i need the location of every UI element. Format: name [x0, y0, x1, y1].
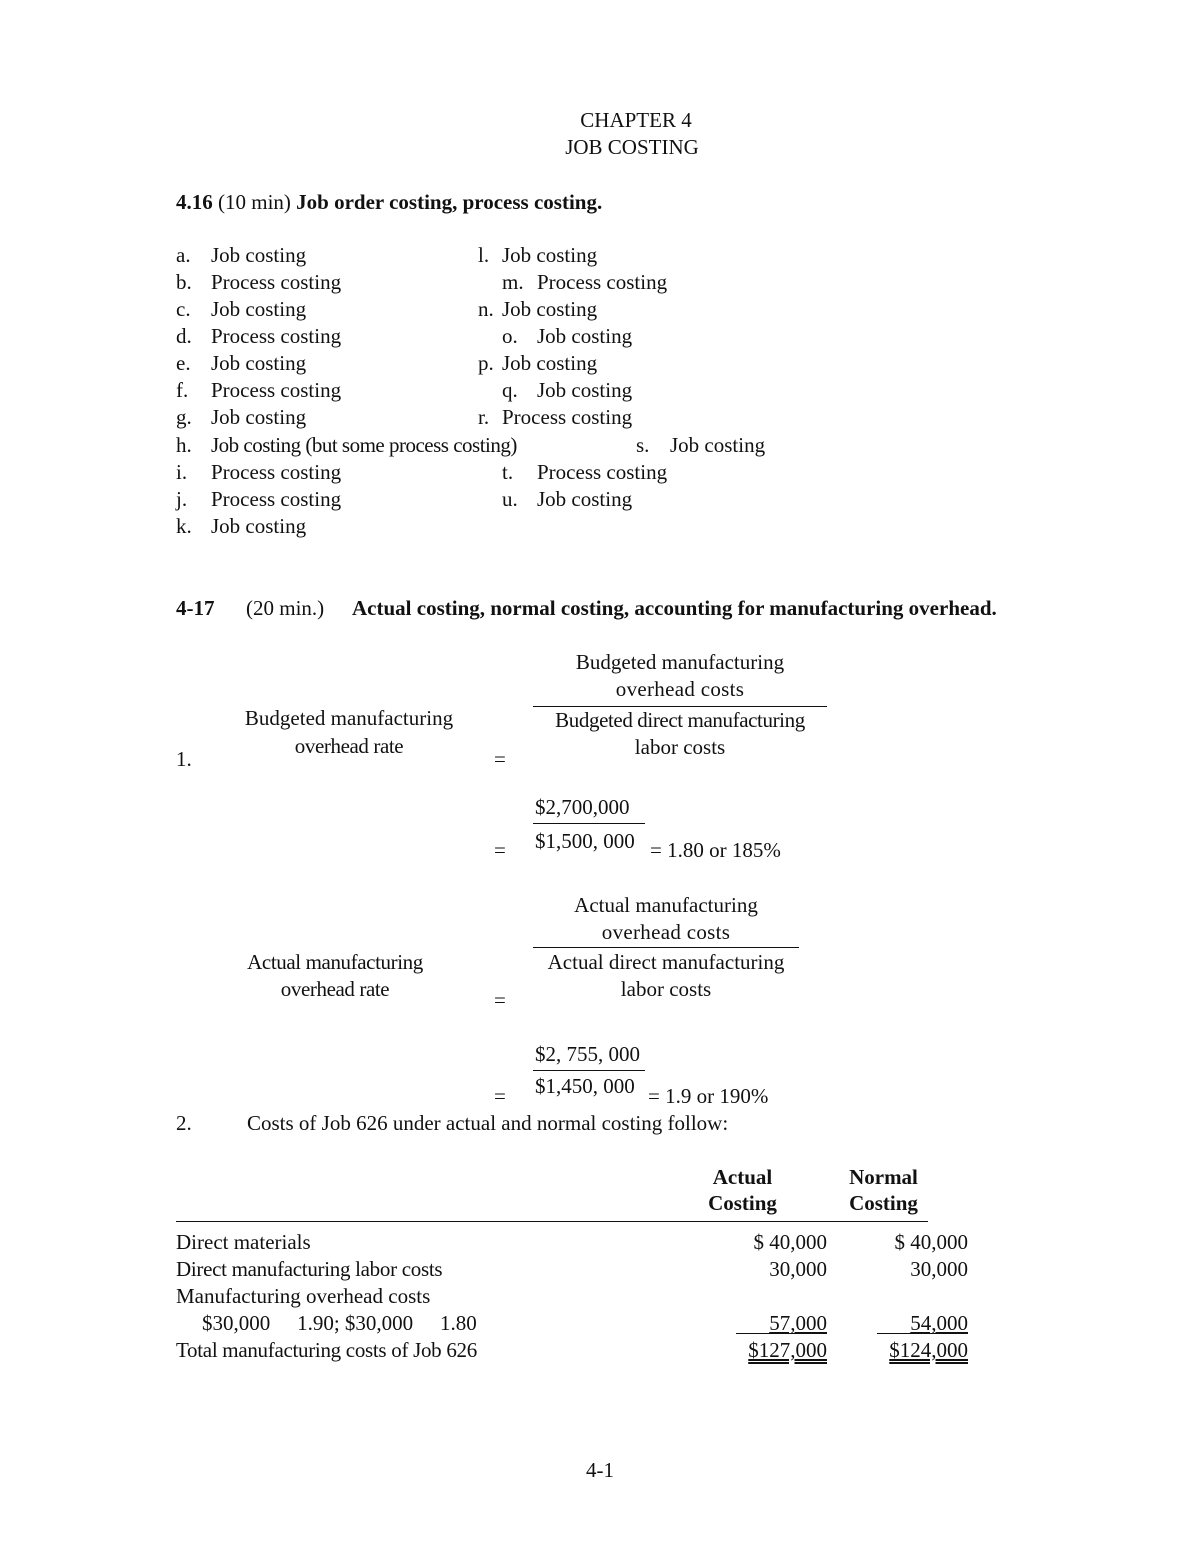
- fraction-bar: [533, 823, 645, 824]
- underline-actual: [736, 1333, 827, 1334]
- part-number: 2.: [176, 1111, 192, 1135]
- list-item-text: Job costing: [670, 433, 766, 457]
- list-item-text: Process costing: [211, 270, 342, 294]
- part2-intro: Costs of Job 626 under actual and normal costing follow:: [247, 1111, 729, 1135]
- list-item: j.: [176, 487, 188, 511]
- actual-value-numerator: $2, 755, 000: [535, 1042, 640, 1066]
- list-item-text: Job costing: [537, 324, 633, 348]
- list-item-text: Process costing: [211, 487, 342, 511]
- table-cell-actual: $ 40,000: [753, 1230, 827, 1254]
- list-item: n.: [478, 297, 494, 321]
- budgeted-numerator-line1: Budgeted manufacturing: [575, 650, 785, 674]
- actual-rate-label-line1: Actual manufacturing: [247, 950, 423, 974]
- table-cell-actual: $127,000: [748, 1338, 827, 1362]
- fraction-bar: [533, 706, 827, 707]
- table-cell-actual: 30,000: [769, 1257, 827, 1281]
- list-item-text: Job costing: [211, 297, 307, 321]
- actual-numerator-line1: Actual manufacturing: [574, 893, 758, 917]
- table-cell-normal: $124,000: [889, 1338, 968, 1362]
- column-header-normal-line1: Normal: [849, 1165, 918, 1189]
- list-item-text: Job costing: [502, 243, 598, 267]
- actual-rate-label-line2: overhead rate: [280, 977, 390, 1001]
- problem-time: (20 min.): [246, 596, 325, 620]
- table-header-rule: [176, 1221, 928, 1222]
- list-item: r.: [478, 405, 490, 429]
- table-row-label: Manufacturing overhead costs: [176, 1284, 431, 1308]
- list-item: l.: [478, 243, 490, 267]
- list-item: t.: [502, 460, 514, 484]
- list-item: a.: [176, 243, 191, 267]
- table-row-label: Total manufacturing costs of Job 626: [176, 1338, 477, 1362]
- actual-rate-result: = 1.9 or 190%: [648, 1084, 769, 1108]
- fraction-bar: [533, 947, 799, 948]
- list-item: m.: [502, 270, 524, 294]
- budgeted-rate-label-line1: Budgeted manufacturing: [244, 706, 454, 730]
- equals-sign: =: [494, 747, 506, 771]
- list-item-text: Process costing: [502, 405, 633, 429]
- page-number: 4-1: [586, 1458, 614, 1482]
- column-header-actual-line2: Costing: [708, 1191, 777, 1215]
- problem-title: Job order costing, process costing.: [296, 190, 603, 214]
- budgeted-rate-label-line2: overhead rate: [294, 734, 404, 758]
- equals-sign: =: [494, 988, 506, 1012]
- problem-number: 4-17: [176, 596, 215, 620]
- budgeted-denominator-line2: labor costs: [634, 735, 726, 759]
- list-item-text: Job costing: [211, 405, 307, 429]
- table-cell-normal: 30,000: [910, 1257, 968, 1281]
- list-item: b.: [176, 270, 192, 294]
- column-header-normal-line2: Costing: [849, 1191, 918, 1215]
- list-item-text: Process costing: [537, 460, 668, 484]
- chapter-heading: CHAPTER 4: [580, 108, 692, 132]
- list-item-text: Job costing: [211, 351, 307, 375]
- budgeted-value-numerator: $2,700,000: [535, 795, 630, 819]
- table-row-label: $30,000   1.90; $30,000   1.80: [202, 1311, 477, 1335]
- underline-normal: [877, 1333, 968, 1334]
- list-item-text: Job costing: [502, 297, 598, 321]
- problem-time: (10 min): [218, 190, 291, 214]
- list-item: o.: [502, 324, 518, 348]
- list-item: g.: [176, 405, 192, 429]
- list-item: d.: [176, 324, 192, 348]
- equals-sign: =: [494, 1084, 506, 1108]
- column-header-actual-line1: Actual: [712, 1165, 773, 1189]
- equals-sign: =: [494, 838, 506, 862]
- table-cell-normal: 54,000: [910, 1311, 968, 1335]
- list-item: e.: [176, 351, 191, 375]
- chapter-title: JOB COSTING: [565, 135, 699, 159]
- list-item-text: Process costing: [211, 460, 342, 484]
- problem-title: Actual costing, normal costing, accounting for manufacturing overhead.: [352, 596, 997, 620]
- budgeted-numerator-line2: overhead costs: [615, 677, 745, 701]
- problem-number: 4.16: [176, 190, 213, 214]
- list-item: i.: [176, 460, 188, 484]
- budgeted-denominator-line1: Budgeted direct manufacturing: [555, 708, 805, 732]
- list-item: p.: [478, 351, 494, 375]
- table-cell-actual: 57,000: [769, 1311, 827, 1335]
- part-number: 1.: [176, 747, 192, 771]
- budgeted-value-denominator: $1,500, 000: [535, 829, 635, 853]
- actual-denominator-line1: Actual direct manufacturing: [547, 950, 785, 974]
- list-item: f.: [176, 378, 189, 402]
- list-item-text: Process costing: [211, 324, 342, 348]
- list-item: u.: [502, 487, 518, 511]
- actual-numerator-line2: overhead costs: [601, 920, 731, 944]
- actual-value-denominator: $1,450, 000: [535, 1074, 635, 1098]
- list-item: c.: [176, 297, 191, 321]
- table-cell-normal: $ 40,000: [894, 1230, 968, 1254]
- list-item-text: Job costing: [502, 351, 598, 375]
- table-row-label: Direct manufacturing labor costs: [176, 1257, 443, 1281]
- fraction-bar: [533, 1070, 645, 1071]
- actual-denominator-line2: labor costs: [620, 977, 712, 1001]
- list-item-text: Job costing: [211, 243, 307, 267]
- problem-4-16-heading: [176, 190, 602, 214]
- list-item: k.: [176, 514, 192, 538]
- list-item: h.: [176, 433, 192, 457]
- list-item-text: Job costing (but some process costing): [211, 433, 517, 457]
- list-item-text: Job costing: [211, 514, 307, 538]
- budgeted-rate-result: = 1.80 or 185%: [650, 838, 781, 862]
- list-item: s.: [636, 433, 650, 457]
- list-item: q.: [502, 378, 518, 402]
- list-item-text: Job costing: [537, 378, 633, 402]
- list-item-text: Process costing: [211, 378, 342, 402]
- list-item-text: Job costing: [537, 487, 633, 511]
- table-row-label: Direct materials: [176, 1230, 311, 1254]
- list-item-text: Process costing: [537, 270, 668, 294]
